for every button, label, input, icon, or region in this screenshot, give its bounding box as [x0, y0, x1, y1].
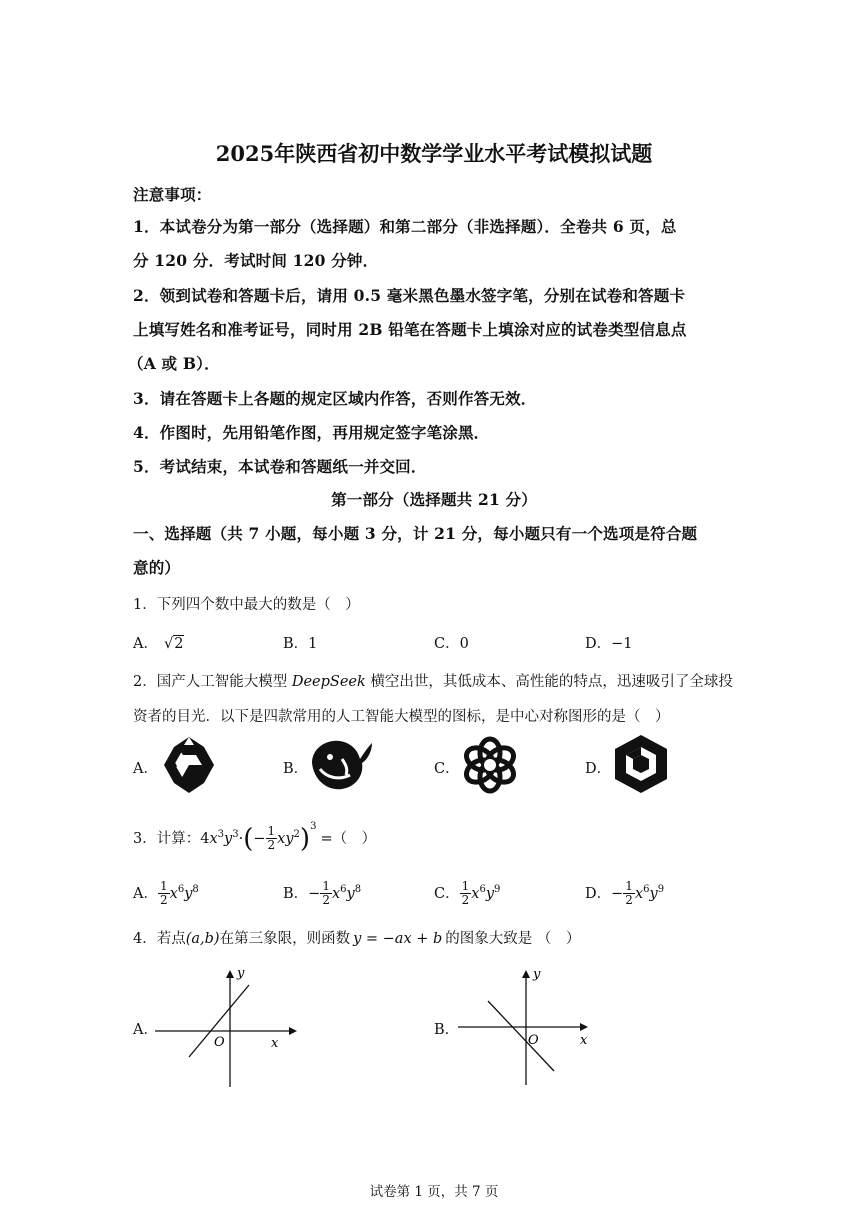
q3-exp-x: 3	[217, 829, 225, 840]
q1-option-a-value: 2	[174, 636, 184, 652]
page-title: 2025年陕西省初中数学学业水平考试模拟试题	[215, 141, 653, 166]
q1-option-a-label: A．	[133, 636, 158, 652]
q3-option-d	[585, 875, 664, 909]
cube-logo-icon	[612, 733, 670, 795]
frac-den: 2	[461, 893, 470, 908]
q4-graph-a	[155, 965, 305, 1090]
q4-stem	[133, 927, 580, 948]
q2-stem-brand: DeepSeek	[291, 674, 366, 690]
right-paren-icon: )	[299, 823, 311, 854]
q3-exp-y: 3	[232, 829, 239, 840]
deepseek-whale-logo-icon	[306, 735, 374, 793]
var-x: x	[634, 885, 644, 902]
exp-x: 6	[643, 884, 650, 895]
option-fraction	[158, 880, 170, 907]
notice-line-2: 分 120 分．考试时间 120 分钟．	[133, 251, 379, 270]
var-x: x	[331, 885, 341, 902]
exp-x: 6	[479, 884, 486, 895]
q3-frac-num: 1	[267, 824, 276, 839]
left-paren-icon: (	[243, 823, 254, 854]
y-axis-label: y	[237, 966, 245, 981]
x-axis-arrow-icon	[580, 1023, 588, 1031]
q4-stem-pre: 4．若点	[133, 931, 186, 947]
origin-label: O	[214, 1035, 225, 1050]
q3-dot: ·	[238, 830, 244, 847]
frac-num: 1	[461, 879, 470, 894]
q3-option-b	[283, 875, 361, 909]
q3-option-c	[434, 875, 500, 909]
option-fraction	[320, 880, 332, 907]
notice-heading: 注意事项：	[133, 185, 212, 204]
q4-point: (a,b)	[185, 931, 220, 947]
var-y: y	[346, 885, 355, 902]
q3-var-y: y	[224, 830, 233, 847]
q4-stem-post: 的图象大致是 （ ）	[445, 931, 581, 947]
var-x: x	[169, 885, 178, 902]
option-label: C．	[434, 885, 460, 902]
q3-var-x: x	[209, 830, 218, 847]
q4-option-a-label: A．	[133, 1022, 158, 1038]
q2-stem-line-2: 资者的目光．以下是四款常用的人工智能大模型的图标，是中心对称图形的是（ ）	[133, 709, 670, 725]
var-y: y	[485, 885, 495, 902]
notice-line-4: 上填写姓名和准考证号，同时用 2B 铅笔在答题卡上填涂对应的试卷类型信息点	[133, 320, 687, 339]
notice-line-5: （A 或 B）．	[128, 354, 220, 373]
option-sign: −	[308, 885, 321, 902]
x-axis-label: x	[271, 1036, 279, 1051]
section-heading-line-2: 意的）	[133, 558, 181, 577]
q1-option-a	[133, 632, 184, 653]
exp-y: 9	[657, 884, 665, 895]
q2-stem-post: 横空出世，其低成本、高性能的特点，迅速吸引了全球投	[365, 674, 733, 690]
frac-den: 2	[625, 893, 633, 908]
var-x: x	[471, 885, 480, 902]
x-axis-arrow-icon	[289, 1027, 297, 1035]
q2-option-d-label: D．	[585, 761, 612, 777]
q2-option-c-label: C．	[434, 761, 460, 777]
exp-y: 9	[494, 884, 501, 895]
q3-inner-exp: 2	[293, 829, 300, 840]
openai-logo-icon	[460, 735, 520, 795]
q3-prefix: 3．计算：	[133, 830, 201, 847]
option-label: D．	[585, 885, 612, 902]
frac-den: 2	[159, 893, 168, 908]
y-axis-arrow-icon	[226, 970, 234, 978]
q1-option-d: D．−1	[585, 636, 633, 652]
y-axis-label: y	[533, 967, 541, 982]
page-footer: 试卷第 1 页，共 7 页	[369, 1184, 499, 1200]
exp-x: 6	[177, 884, 185, 895]
option-fraction	[623, 880, 635, 907]
var-y: y	[649, 885, 658, 902]
q3-neg: −	[253, 830, 266, 847]
sqrt-symbol: √	[163, 636, 174, 652]
frac-num: 1	[625, 879, 633, 894]
section-heading-line-1: 一、选择题（共 7 小题，每小题 3 分，计 21 分，每小题只有一个选项是符合题	[133, 524, 698, 543]
part1-heading: 第一部分（选择题共 21 分）	[331, 490, 537, 509]
notice-line-3: 2．领到试卷和答题卡后，请用 0.5 毫米黑色墨水签字笔，分别在试卷和答题卡	[133, 286, 686, 305]
q4-graph-b	[458, 965, 608, 1090]
exp-y: 8	[354, 884, 362, 895]
q3-eq: =（ ）	[320, 830, 377, 847]
q2-stem-line-1	[133, 670, 733, 691]
option-label: B．	[283, 885, 309, 902]
q1-option-c: C．0	[434, 636, 469, 652]
exp-y: 8	[192, 884, 199, 895]
frac-num: 1	[159, 879, 168, 894]
q1-stem: 1．下列四个数中最大的数是（ ）	[133, 597, 360, 613]
q2-option-b-label: B．	[283, 761, 309, 777]
q3-frac-den: 2	[267, 838, 276, 853]
frac-num: 1	[322, 879, 330, 894]
qwen-logo-icon	[158, 735, 220, 795]
notice-line-6: 3．请在答题卡上各题的规定区域内作答，否则作答无效．	[133, 389, 537, 408]
q3-option-a	[133, 875, 199, 909]
q3-inner: xy	[277, 830, 294, 847]
notice-line-7: 4．作图时，先用铅笔作图，再用规定签字笔涂黑．	[133, 423, 490, 442]
q2-stem-pre: 2．国产人工智能大模型	[133, 674, 292, 690]
option-sign: −	[611, 885, 624, 902]
var-y: y	[184, 885, 193, 902]
y-axis-arrow-icon	[522, 970, 530, 978]
x-axis-label: x	[580, 1033, 588, 1048]
notice-line-1: 1．本试卷分为第一部分（选择题）和第二部分（非选择题）．全卷共 6 页，总	[133, 217, 677, 236]
option-label: A．	[133, 885, 158, 902]
q4-stem-mid: 在第三象限，则函数	[219, 931, 351, 947]
function-line	[488, 1001, 554, 1071]
q2-option-a-label: A．	[133, 761, 158, 777]
q4-function: y = −ax + b	[353, 931, 443, 947]
q1-option-b: B．1	[283, 636, 318, 652]
exp-x: 6	[340, 884, 347, 895]
frac-den: 2	[322, 893, 330, 908]
q3-outer-exp: 3	[310, 821, 317, 832]
notice-line-8: 5．考试结束，本试卷和答题纸一并交回．	[133, 457, 427, 476]
origin-label: O	[528, 1033, 539, 1048]
q3-fraction	[266, 825, 278, 852]
q3-stem	[133, 820, 376, 854]
q3-coef: 4	[200, 830, 210, 847]
q4-option-b-label: B．	[434, 1022, 460, 1038]
option-fraction	[460, 880, 472, 907]
